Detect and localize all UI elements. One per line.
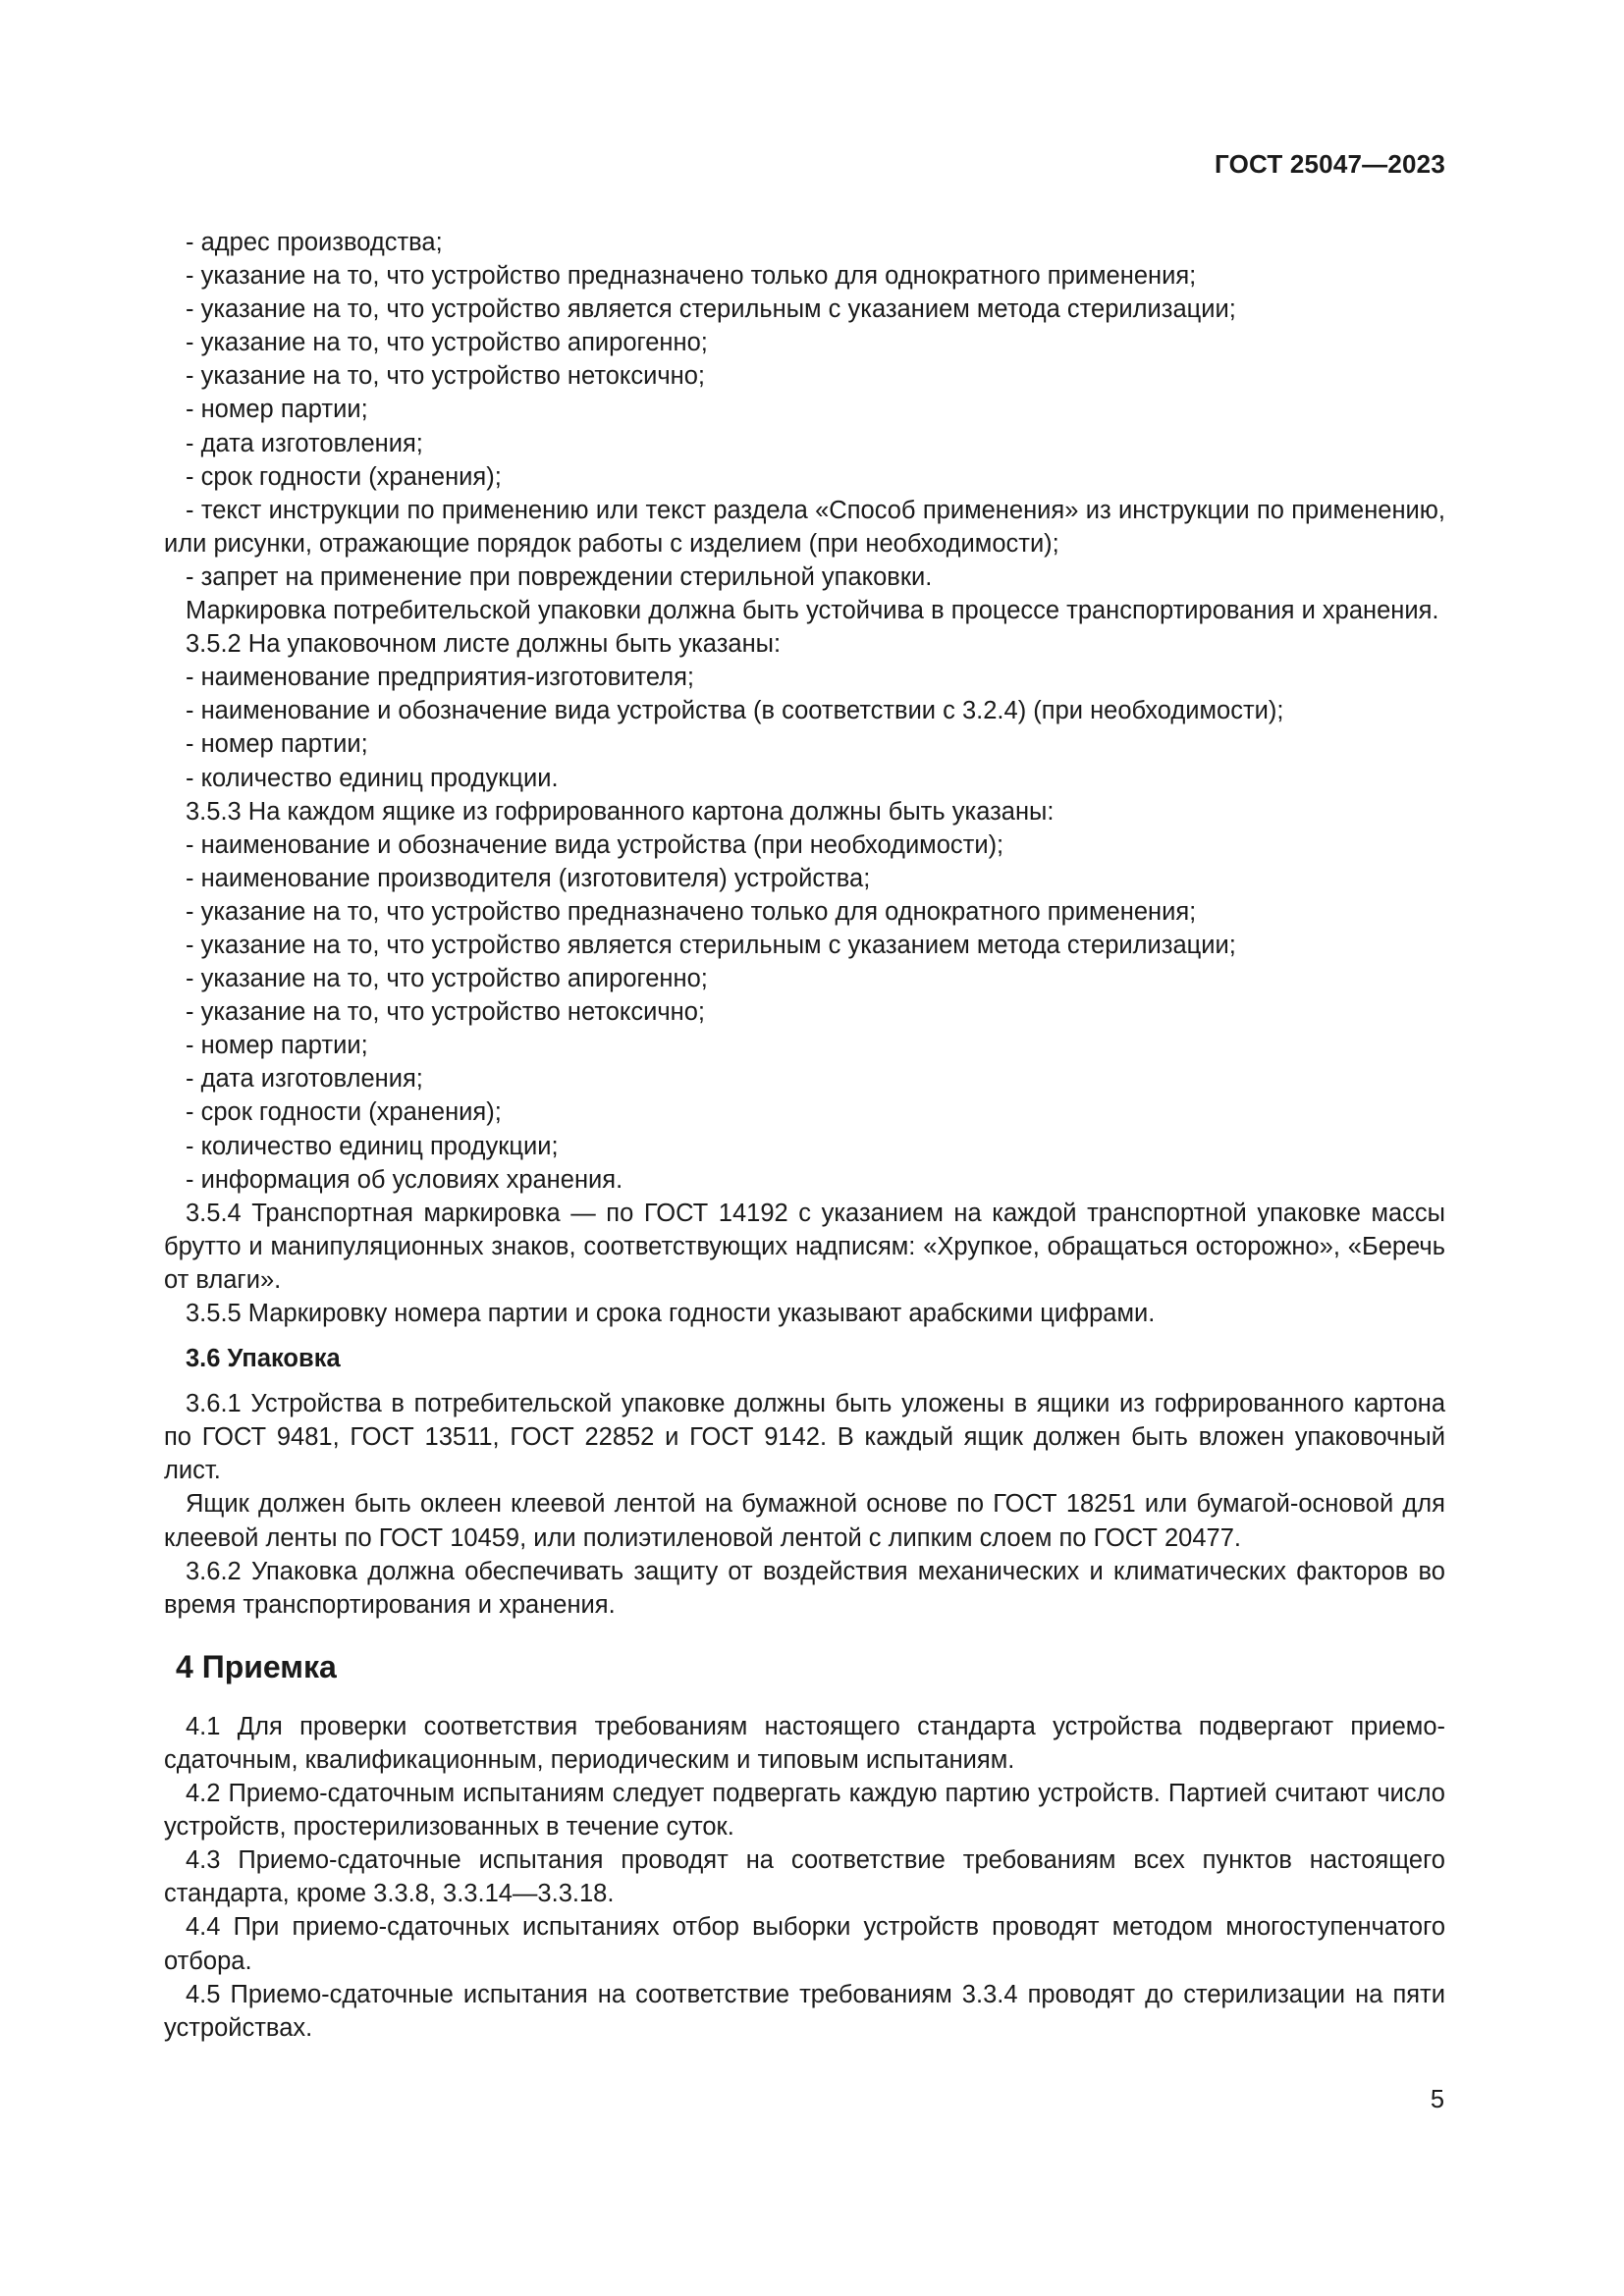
list-item: - указание на то, что устройство апирогенно; bbox=[186, 329, 708, 357]
list-item: - указание на то, что устройство предназначено только для однократного применения; bbox=[186, 262, 1197, 291]
list-item: - указание на то, что устройство апирогенно; bbox=[186, 965, 708, 993]
document-body bbox=[164, 226, 1445, 2045]
clause-3-5-2: 3.5.2 На упаковочном листе должны быть указаны: bbox=[186, 630, 782, 659]
clause-4-5: 4.5 Приемо-сдаточные испытания на соответствие требованиям 3.3.4 проводят до стерилизации на пяти устройствах. bbox=[164, 1980, 1445, 2042]
list-item: - количество единиц продукции; bbox=[186, 1132, 559, 1160]
list-item: - адрес производства; bbox=[186, 229, 443, 256]
list-item: - номер партии; bbox=[186, 730, 368, 759]
list-item: - номер партии; bbox=[186, 1032, 368, 1060]
list-item: - указание на то, что устройство является стерильным с указанием метода стерилизации; bbox=[186, 295, 1236, 324]
clause-3-5-5: 3.5.5 Маркировку номера партии и срока годности указывают арабскими цифрами. bbox=[186, 1300, 1156, 1327]
clause-3-6-1: 3.6.1 Устройства в потребительской упаковке должны быть уложены в ящики из гофрированного картона по ГОСТ 9481, ГОСТ 13511, ГОСТ 22852 и ГОСТ 9142. В каждый ящик должен быть вложен упаковочный лист. bbox=[164, 1390, 1445, 1485]
list-item: - указание на то, что устройство нетоксично; bbox=[186, 998, 705, 1027]
list-item: - срок годности (хранения); bbox=[186, 1098, 502, 1127]
list-item: - указание на то, что устройство является стерильным с указанием метода стерилизации; bbox=[186, 931, 1236, 959]
list-item: - количество единиц продукции. bbox=[186, 764, 559, 792]
list-item: - текст инструкции по применению или текст раздела «Способ применения» из инструкции по применению, или рисунки, отражающие порядок работы с изделием (при необходимости); bbox=[164, 496, 1445, 558]
clause-3-6-2: 3.6.2 Упаковка должна обеспечивать защиту от воздействия механических и климатических факторов во время транспортирования и хранения. bbox=[164, 1557, 1445, 1619]
list-item: - дата изготовления; bbox=[186, 429, 423, 457]
list-item: - дата изготовления; bbox=[186, 1065, 423, 1094]
list-item: - срок годности (хранения); bbox=[186, 462, 502, 491]
clause-4-1: 4.1 Для проверки соответствия требованиям настоящего стандарта устройства подвергают приемо-сдаточным, квалификационным, периодическим и типовым испытаниям. bbox=[164, 1712, 1445, 1774]
clause-4-2: 4.2 Приемо-сдаточным испытаниям следует подвергать каждую партию устройств. Партией считают число устройств, простерилизованных в течение суток. bbox=[164, 1780, 1445, 1842]
clause-4-4: 4.4 При приемо-сдаточных испытаниях отбор выборки устройств проводят методом многоступенчатого отбора. bbox=[164, 1913, 1445, 1975]
list-item: - указание на то, что устройство нетоксично; bbox=[186, 362, 705, 391]
list-item: - наименование и обозначение вида устройства (в соответствии с 3.2.4) (при необходимости); bbox=[186, 697, 1284, 725]
list-item: - информация об условиях хранения. bbox=[186, 1165, 623, 1194]
list-item: - запрет на применение при повреждении стерильной упаковки. bbox=[186, 562, 933, 591]
clause-3-5-4: 3.5.4 Транспортная маркировка — по ГОСТ 14192 с указанием на каждой транспортной упаковке массы брутто и манипуляционных знаков, соответствующих надписям: «Хрупкое, обращаться осторожно», «Беречь от влаги». bbox=[164, 1199, 1445, 1294]
list-item: - наименование производителя (изготовителя) устройства; bbox=[186, 864, 871, 892]
clause-3-5-3: 3.5.3 На каждом ящике из гофрированного картона должны быть указаны: bbox=[186, 797, 1055, 826]
list-item: - указание на то, что устройство предназначено только для однократного применения; bbox=[186, 897, 1197, 926]
list-item: - номер партии; bbox=[186, 396, 368, 424]
paragraph: Маркировка потребительской упаковки должна быть устойчива в процессе транспортирования и хранения. bbox=[186, 597, 1439, 625]
document-header: ГОСТ 25047—2023 bbox=[1215, 149, 1445, 179]
section-heading-4: 4 Приемка bbox=[176, 1648, 337, 1684]
page-number: 5 bbox=[1430, 2086, 1444, 2113]
subsection-heading-3-6: 3.6 Упаковка bbox=[186, 1345, 341, 1373]
paragraph: Ящик должен быть оклеен клеевой лентой на бумажной основе по ГОСТ 18251 или бумагой-основой для клеевой ленты по ГОСТ 10459, или полиэтиленовой лентой с липким слоем по ГОСТ 20477. bbox=[164, 1490, 1445, 1552]
list-item: - наименование и обозначение вида устройства (при необходимости); bbox=[186, 830, 1004, 859]
list-item: - наименование предприятия-изготовителя; bbox=[186, 664, 695, 692]
clause-4-3: 4.3 Приемо-сдаточные испытания проводят на соответствие требованиям всех пунктов настоящего стандарта, кроме 3.3.8, 3.3.14—3.3.18. bbox=[164, 1846, 1445, 1908]
